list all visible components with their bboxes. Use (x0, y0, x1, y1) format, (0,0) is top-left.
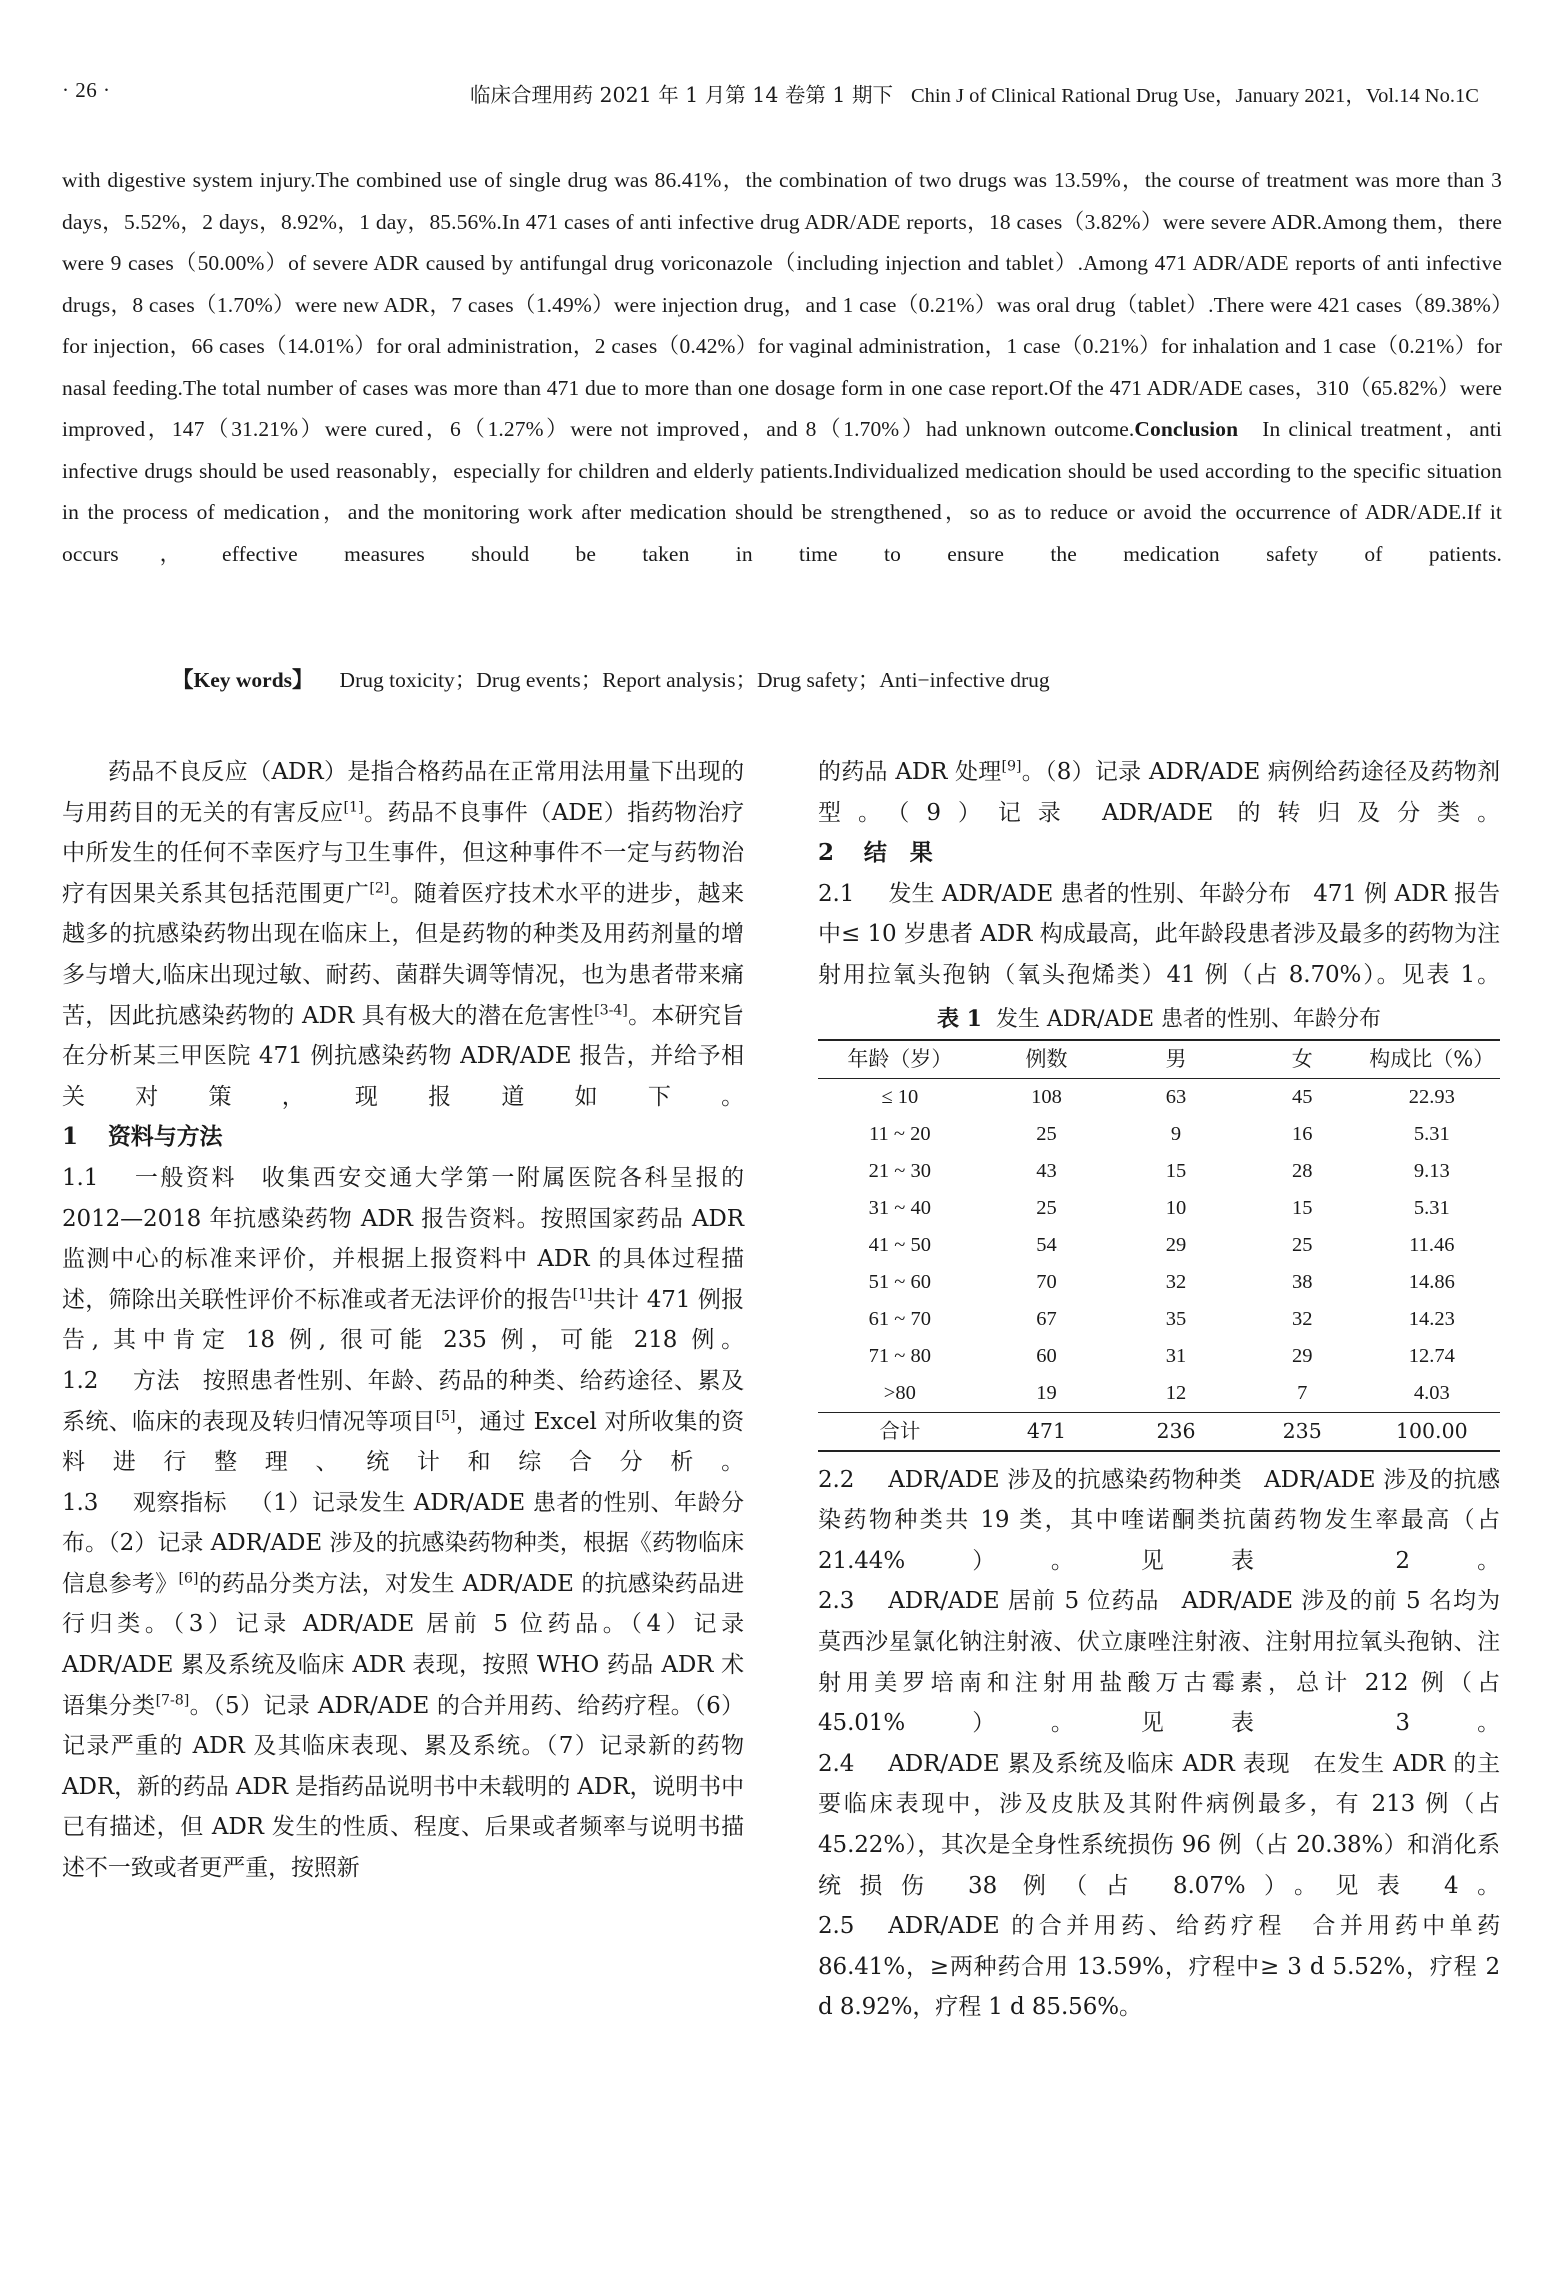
citation-ref-2: [2] (369, 880, 390, 897)
table-row (818, 1264, 1500, 1301)
cell-percentage: 14.86 (1408, 1270, 1455, 1293)
cell-age: >80 (883, 1381, 916, 1404)
cell-cases: 108 (1031, 1085, 1062, 1108)
cell-cases: 25 (1036, 1122, 1057, 1145)
section-1-3-number: 1.3 (62, 1489, 99, 1516)
table-row (818, 1301, 1500, 1338)
section-2-4-title: ADR/ADE 累及系统及临床 ADR 表现 (888, 1750, 1291, 1777)
table-1-caption-label: 表 1 (936, 1005, 982, 1032)
section-1-2-body-b: ，通过 Excel 对所收集的资料进行整理、统计和综合分析。 (62, 1408, 744, 1476)
cell-male: 35 (1165, 1307, 1187, 1330)
cell-female: 15 (1291, 1196, 1313, 1219)
citation-ref-5: [5] (435, 1407, 456, 1424)
body-column-left (62, 752, 744, 1889)
cell-female: 28 (1291, 1159, 1313, 1182)
section-1-3-body-b: 的药品分类方法，对发生 ADR/ADE 的抗感染药品进行归类。（3）记录 ADR/ADE 居前 5 位药品。（4）记录 ADR/ADE 累及系统及临床 ADR 表现，按照 WHO 药品 ADR 术语集分类 (62, 1570, 744, 1719)
cell-female: 29 (1291, 1344, 1313, 1367)
table-1 (818, 1039, 1500, 1450)
cell-percentage: 4.03 (1413, 1381, 1450, 1404)
intro-text-c: 。随着医疗技术水平的进步，越来越多的抗感染药物出现在临床上，但是药物的种类及用药剂量的增多与增大,临床出现过敏、耐药、菌群失调等情况，也为患者带来痛苦，因此抗感染药物的 ADR 具有极大的潜在危害性 (62, 880, 744, 1029)
intro-text-a: 药品不良反应（ADR）是指合格药品在正常用法用量下出现的与用药目的无关的有害反应 (62, 759, 744, 826)
cell-cases: 67 (1036, 1307, 1057, 1330)
cell-cases: 43 (1036, 1159, 1057, 1182)
section-2-1-number: 2.1 (818, 880, 855, 907)
section-2-number: 2 (818, 839, 834, 867)
cell-age: 51 ~ 60 (868, 1270, 931, 1293)
cell-cases: 54 (1036, 1233, 1057, 1256)
section-1-2-number: 1.2 (62, 1367, 99, 1394)
section-1-2-body-a: 按照患者性别、年龄、药品的种类、给药途径、累及系统、临床的表现及转归情况等项目 (62, 1367, 744, 1435)
citation-ref-9: [9] (1001, 758, 1022, 775)
section-2-1-title: 发生 ADR/ADE 患者的性别、年龄分布 (888, 880, 1292, 907)
cell-female: 16 (1291, 1122, 1313, 1145)
section-2-2-body: ADR/ADE 涉及的抗感染药物种类共 19 类，其中喹诺酮类抗菌药物发生率最高（占 21.44%）。见表 2。 (818, 1466, 1501, 1574)
citation-ref-3: [3-4] (594, 1001, 628, 1018)
cell-male: 15 (1165, 1159, 1187, 1182)
section-2-4-paragraph (818, 1744, 1500, 1906)
citation-ref-1: [1] (343, 798, 364, 815)
table-row (818, 1116, 1500, 1153)
cell-percentage: 9.13 (1413, 1159, 1450, 1182)
cell-cases: 70 (1036, 1270, 1057, 1293)
continuation-text-b: 。（8）记录 ADR/ADE 病例给药途径及药物剂型。（9）记录 ADR/ADE 的转归及分类。 (818, 759, 1500, 826)
table-header-row (818, 1040, 1500, 1079)
keywords-label: 【Key words】 (172, 668, 314, 692)
citation-ref-6: [6] (178, 1570, 199, 1587)
conclusion-label: Conclusion (1134, 417, 1239, 441)
cell-cases: 25 (1036, 1196, 1057, 1219)
section-2-2-number: 2.2 (818, 1466, 855, 1493)
section-1-3-body-c: 。（5）记录 ADR/ADE 的合并用药、给药疗程。（6）记录严重的 ADR 及其临床表现、累及系统。（7）记录新的药物 ADR，新的药品 ADR 是指药品说明书中未载明的 ADR，说明书中已有描述，但 ADR 发生的性质、程度、后果或者频率与说明书描述不一致或者更严重，按照新 (62, 1692, 744, 1882)
abstract-text: with digestive system injury.The combined use of single drug was 86.41%，the combination of two drugs was 13.59%，the course of treatment was more than 3 days，5.52%，2 days，8.92%，1 day，85.56%.In 471 cases of anti infective drug ADR/ADE reports，18 cases（3.82%）were severe ADR.Among them，there were 9 cases（50.00%）of severe ADR caused by antifungal drug voriconazole（including injection and tablet）.Among 471 ADR/ADE reports of anti infective drugs，8 cases（1.70%）were new ADR，7 cases（1.49%）were injection drug，and 1 case（0.21%）was oral drug（tablet）.There were 421 cases（89.38%）for injection，66 cases（14.01%）for oral administration，2 cases（0.42%）for vaginal administration，1 case（0.21%）for inhalation and 1 case（0.21%）for nasal feeding.The total number of cases was more than 471 due to more than one dosage form in one case report.Of the 471 ADR/ADE cases，310（65.82%）were improved，147（31.21%）were cured，6（1.27%）were not improved，and 8（1.70%）had unknown outcome. (62, 168, 1502, 441)
cell-male: 12 (1165, 1381, 1187, 1404)
intro-text-d: 。本研究旨在分析某三甲医院 471 例抗感染药物 ADR/ADE 报告，并给予相关对策，现报道如下。 (62, 1002, 744, 1110)
journal-name-cn: 临床合理用药 2021 年 1 月第 14 卷第 1 期下 (470, 83, 893, 107)
keywords-text: Drug toxicity；Drug events；Report analysis；Drug safety；Anti−infective drug (339, 668, 1050, 692)
cell-total-percentage: 100.00 (1395, 1418, 1468, 1443)
cell-percentage: 22.93 (1408, 1085, 1455, 1108)
cell-age: 21 ~ 30 (868, 1159, 931, 1182)
section-2-5-number: 2.5 (818, 1913, 855, 1940)
table-1-body (818, 1078, 1500, 1450)
cell-percentage: 5.31 (1413, 1196, 1450, 1219)
table-row (818, 1190, 1500, 1227)
cell-female: 38 (1291, 1270, 1313, 1293)
table-1-caption-text: 发生 ADR/ADE 患者的性别、年龄分布 (995, 1006, 1382, 1032)
column-header-cases: 例数 (1025, 1046, 1068, 1071)
section-2-4-body: 在发生 ADR 的主要临床表现中，涉及皮肤及其附件病例最多，有 213 例（占 45.22%），其次是全身性系统损伤 96 例（占 20.38%）和消化系统损伤 38 例（占 8.07%）。见表 4。 (818, 1750, 1500, 1899)
cell-total-male: 236 (1156, 1418, 1196, 1443)
section-heading-1 (62, 1117, 744, 1158)
cell-age: ≤ 10 (881, 1085, 919, 1108)
cell-total-label: 合计 (879, 1418, 921, 1443)
section-1-2-title: 方法 (132, 1367, 181, 1394)
cell-age: 71 ~ 80 (868, 1344, 931, 1367)
cell-male: 31 (1165, 1344, 1187, 1367)
citation-ref-1b: [1] (572, 1286, 593, 1303)
cell-age: 41 ~ 50 (868, 1233, 931, 1256)
section-2-5-paragraph (818, 1906, 1500, 2028)
section-2-3-title: ADR/ADE 居前 5 位药品 (888, 1588, 1160, 1615)
section-1-1-title: 一般资料 (132, 1164, 238, 1191)
cell-cases: 19 (1036, 1381, 1057, 1404)
section-1-2-paragraph (62, 1361, 744, 1483)
section-1-1-paragraph (62, 1158, 744, 1361)
section-2-5-title: ADR/ADE 的合并用药、给药疗程 (888, 1913, 1286, 1940)
cell-female: 45 (1291, 1085, 1313, 1108)
section-2-2-title: ADR/ADE 涉及的抗感染药物种类 (888, 1466, 1243, 1493)
section-1-3-body-a: （1）记录发生 ADR/ADE 患者的性别、年龄分布。（2）记录 ADR/ADE 涉及的抗感染药物种类，根据《药物临床信息参考》 (62, 1489, 744, 1597)
cell-male: 10 (1165, 1196, 1187, 1219)
column-header-percentage: 构成比（%） (1369, 1046, 1495, 1071)
section-1-1-body-b: 共计 471 例报告, 其中肯定 18 例, 很可能 235 例，可能 218 例。 (62, 1286, 744, 1354)
continuation-paragraph (818, 752, 1500, 833)
section-2-3-body: ADR/ADE 涉及的前 5 名均为莫西沙星氯化钠注射液、伏立康唑注射液、注射用拉氧头孢钠、注射用美罗培南和注射用盐酸万古霉素，总计 212 例（占 45.01%）。见表 3。 (818, 1588, 1500, 1737)
conclusion-text: In clinical treatment，anti infective drugs should be used reasonably，especially for children and elderly patients.Individualized medication should be used according to the specific situation in the process of medication，and the monitoring work after medication should be strengthened，so as to reduce or avoid the occurrence of ADR/ADE.If it occurs，effective measures should be taken in time to ensure the medication safety of patients. (62, 417, 1502, 566)
cell-age: 31 ~ 40 (868, 1196, 931, 1219)
cell-percentage: 12.74 (1408, 1344, 1455, 1367)
section-2-3-paragraph (818, 1581, 1500, 1743)
cell-cases: 60 (1036, 1344, 1057, 1367)
cell-male: 32 (1165, 1270, 1187, 1293)
continuation-text-a: 的药品 ADR 处理 (818, 759, 1002, 785)
section-1-3-title: 观察指标 (132, 1489, 228, 1516)
journal-name-en: Chin J of Clinical Rational Drug Use，January 2021，Vol.14 No.1C (910, 85, 1479, 107)
table-row (818, 1375, 1500, 1413)
cell-percentage: 5.31 (1413, 1122, 1450, 1145)
column-header-male: 男 (1165, 1046, 1187, 1071)
cell-female: 25 (1291, 1233, 1313, 1256)
cell-age: 11 ~ 20 (869, 1122, 931, 1145)
cell-age: 61 ~ 70 (868, 1307, 931, 1330)
page-folio: · 26 · (62, 78, 111, 102)
cell-male: 9 (1170, 1122, 1182, 1145)
cell-percentage: 14.23 (1408, 1307, 1455, 1330)
intro-text-b: 。药品不良事件（ADE）指药物治疗中所发生的任何不幸医疗与卫生事件，但这种事件不一定与药物治疗有因果关系其包括范围更广 (62, 799, 744, 907)
table-bottom-rule (818, 1450, 1500, 1452)
table-1-wrapper (818, 1002, 1500, 1452)
section-1-1-body-a: 收集西安交通大学第一附属医院各科呈报的 2012—2018 年抗感染药物 ADR 报告资料。按照国家药品 ADR 监测中心的标准来评价，并根据上报资料中 ADR 的具体过程描述，筛除出关联性评价不标准或者无法评价的报告 (62, 1164, 744, 1313)
column-header-female: 女 (1291, 1046, 1313, 1071)
cell-total-cases: 471 (1026, 1418, 1067, 1443)
keywords-block (62, 660, 1502, 702)
section-2-1-body: 471 例 ADR 报告中≤ 10 岁患者 ADR 构成最高，此年龄段患者涉及最多的药物为注射用拉氧头孢钠（氧头孢烯类）41 例（占 8.70%）。见表 1。 (818, 880, 1500, 988)
section-heading-2 (818, 833, 1500, 874)
table-1-caption (818, 1002, 1500, 1037)
section-1-1-number: 1.1 (62, 1164, 99, 1191)
column-header-age: 年龄（岁） (847, 1046, 953, 1071)
intro-paragraph (62, 752, 744, 1117)
table-row (818, 1338, 1500, 1375)
table-row (818, 1078, 1500, 1116)
cell-total-female: 235 (1282, 1418, 1322, 1443)
table-row (818, 1227, 1500, 1264)
section-2-4-number: 2.4 (818, 1750, 855, 1777)
section-1-number: 1 (62, 1123, 78, 1151)
running-head-title (470, 78, 1479, 108)
table-total-row (818, 1412, 1500, 1450)
abstract-paragraph (62, 160, 1502, 575)
table-row (818, 1153, 1500, 1190)
section-1-3-paragraph (62, 1483, 744, 1889)
cell-percentage: 11.46 (1409, 1233, 1455, 1256)
section-2-3-number: 2.3 (818, 1588, 855, 1615)
running-head (0, 78, 1562, 112)
table-1-header (818, 1040, 1500, 1079)
cell-female: 32 (1291, 1307, 1313, 1330)
abstract-block (62, 160, 1502, 575)
section-1-title: 资料与方法 (107, 1123, 223, 1151)
cell-female: 7 (1297, 1381, 1308, 1404)
cell-male: 29 (1165, 1233, 1187, 1256)
cell-male: 63 (1165, 1085, 1187, 1108)
section-2-title: 结 果 (863, 839, 933, 867)
body-column-right (818, 752, 1500, 2028)
citation-ref-7-8: [7-8] (155, 1692, 190, 1708)
section-2-1-paragraph (818, 874, 1500, 996)
section-2-2-paragraph (818, 1460, 1500, 1582)
section-2-5-body: 合并用药中单药 86.41%，≥两种药合用 13.59%，疗程中≥ 3 d 5.52%，疗程 2 d 8.92%，疗程 1 d 85.56%。 (818, 1913, 1500, 2021)
